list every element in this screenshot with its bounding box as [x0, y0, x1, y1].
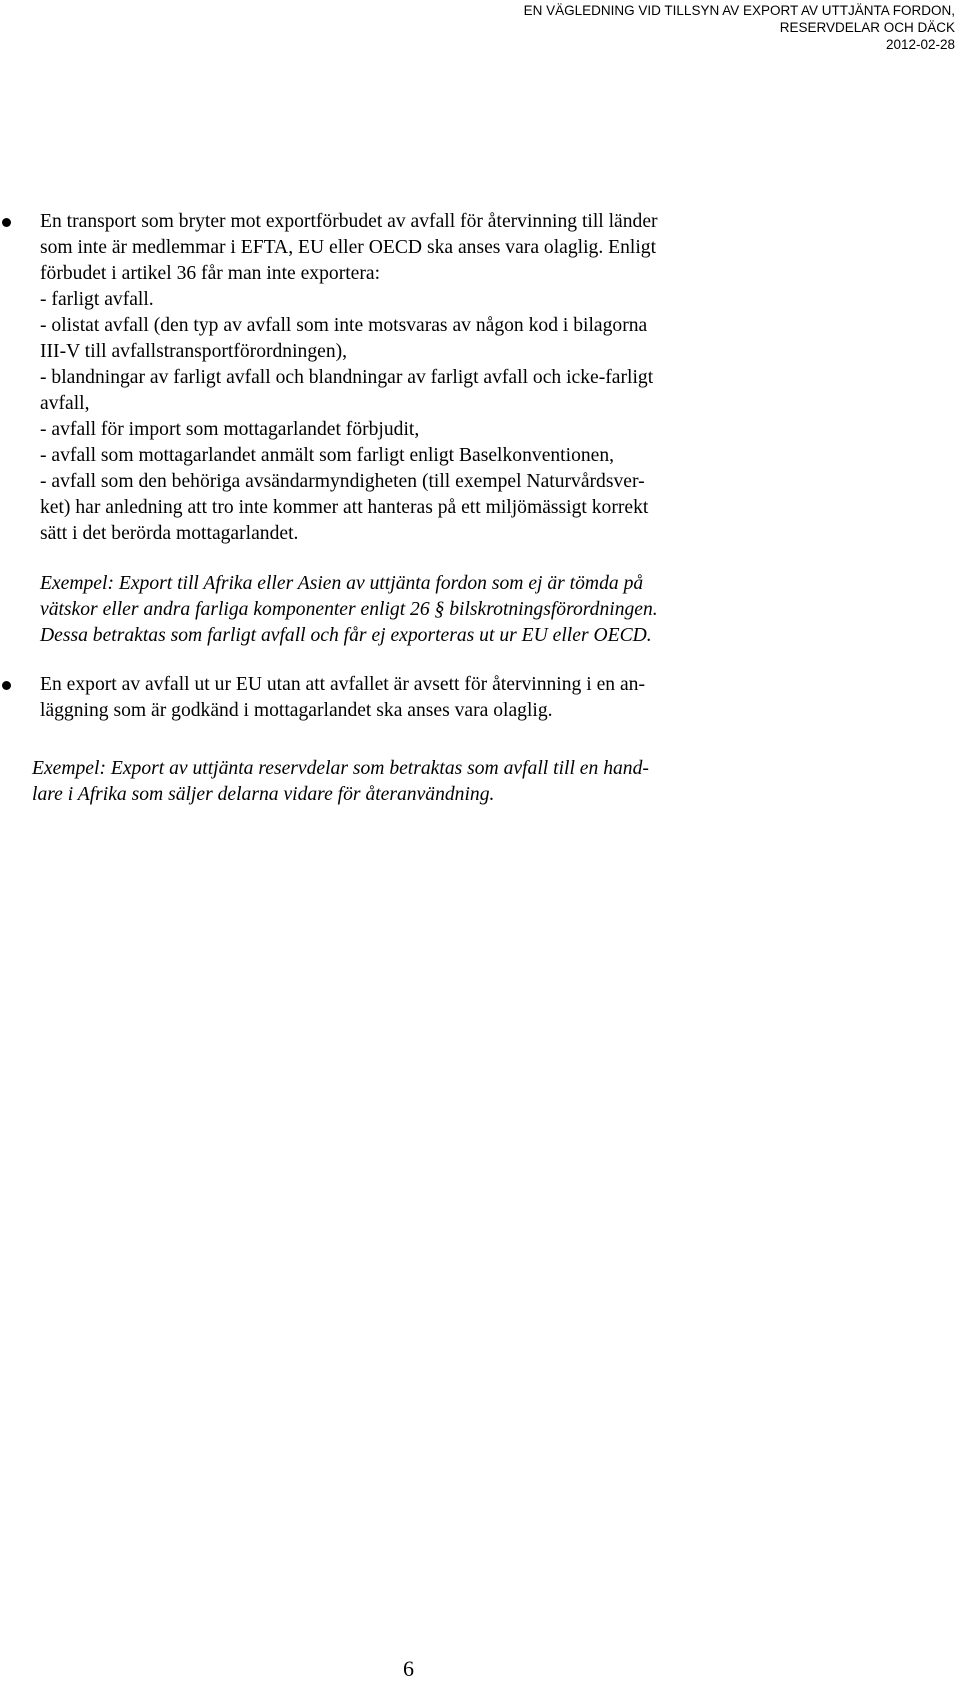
bullet-dot-icon	[2, 681, 11, 690]
text-line: avfall,	[40, 393, 90, 414]
text-line: En export av avfall ut ur EU utan att avfallet är avsett för återvinning i en an-	[40, 674, 645, 695]
text-line: - avfall för import som mottagarlandet förbjudit,	[40, 419, 420, 440]
page-header	[524, 2, 955, 53]
text-line: Exempel: Export av uttjänta reservdelar som betraktas som avfall till en hand-	[32, 758, 649, 779]
text-line: som inte är medlemmar i EFTA, EU eller OECD ska anses vara olaglig. Enligt	[40, 237, 657, 258]
text-line: En transport som bryter mot exportförbudet av avfall för återvinning till länder	[40, 211, 658, 232]
text-line: - olistat avfall (den typ av avfall som inte motsvaras av någon kod i bilagorna	[40, 315, 648, 336]
header-date: 2012-02-28	[885, 37, 955, 52]
text-line: läggning som är godkänd i mottagarlandet ska anses vara olaglig.	[40, 700, 553, 721]
text-line: - avfall som mottagarlandet anmält som farligt enligt Baselkonventionen,	[40, 445, 615, 466]
text-line: Exempel: Export till Afrika eller Asien av uttjänta fordon som ej är tömda på	[40, 573, 644, 594]
text-line: - avfall som den behöriga avsändarmyndigheten (till exempel Naturvårdsver-	[40, 471, 645, 492]
text-line: Dessa betraktas som farligt avfall och får ej exporteras ut ur EU eller OECD.	[40, 625, 652, 646]
text-line: ket) har anledning att tro inte kommer att hanteras på ett miljömässigt korrekt	[40, 497, 649, 518]
text-line: vätskor eller andra farliga komponenter enligt 26 § bilskrotningsförordningen.	[40, 599, 658, 620]
text-line: förbudet i artikel 36 får man inte exportera:	[40, 263, 381, 284]
text-line: sätt i det berörda mottagarlandet.	[40, 523, 299, 544]
text-line: lare i Afrika som säljer delarna vidare för återanvändning.	[32, 784, 495, 805]
bullet-dot-icon	[2, 218, 11, 227]
page-number: 6	[403, 1656, 414, 1681]
text-line: III-V till avfallstransportförordningen),	[40, 341, 348, 362]
text-line: - blandningar av farligt avfall och blandningar av farligt avfall och icke-farligt	[40, 367, 654, 388]
header-title-line2: RESERVDELAR OCH DÄCK	[779, 20, 955, 35]
text-line: - farligt avfall.	[40, 289, 154, 310]
header-title-line1: EN VÄGLEDNING VID TILLSYN AV EXPORT AV UTTJÄNTA FORDON,	[523, 3, 955, 18]
